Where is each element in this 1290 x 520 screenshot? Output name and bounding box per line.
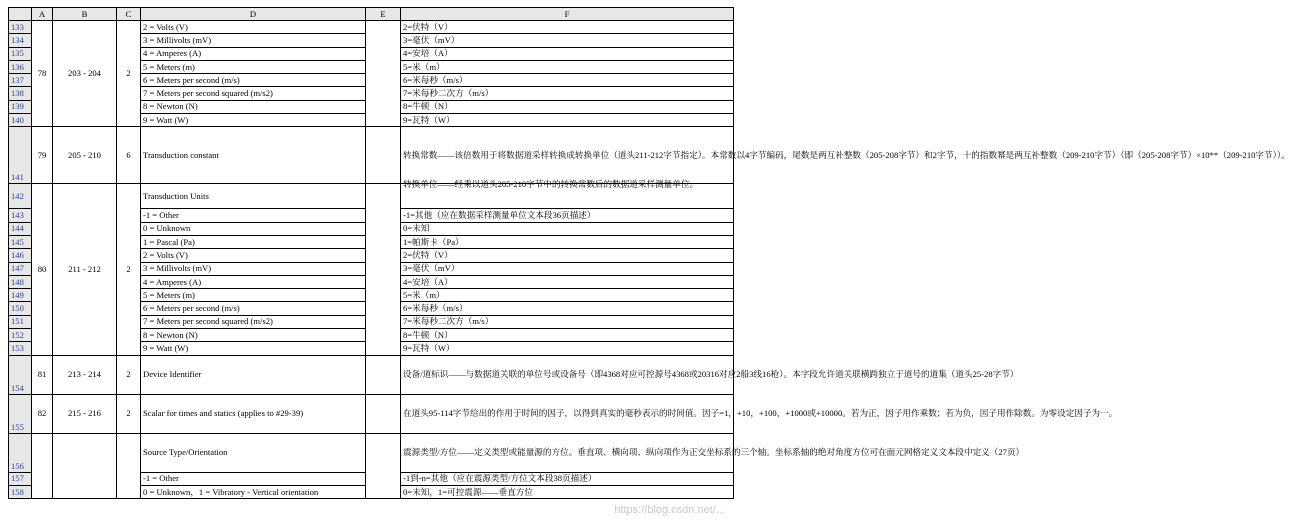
row-header[interactable]: 134: [9, 34, 32, 47]
row-header[interactable]: 158: [9, 485, 32, 498]
cell-e[interactable]: [366, 21, 401, 127]
cell-f[interactable]: 8=牛顿（N）: [401, 100, 734, 113]
row-header[interactable]: 139: [9, 100, 32, 113]
cell-f[interactable]: 9=瓦特（W）: [401, 342, 734, 355]
row-header[interactable]: 140: [9, 114, 32, 127]
cell-d[interactable]: 7 = Meters per second squared (m/s2): [141, 87, 366, 100]
row-header[interactable]: 148: [9, 275, 32, 288]
corner-cell[interactable]: [9, 8, 32, 21]
row-header[interactable]: 151: [9, 315, 32, 328]
spreadsheet-table: [8, 7, 1290, 499]
cell-d[interactable]: 8 = Newton (N): [141, 329, 366, 342]
cell-d[interactable]: 9 = Watt (W): [141, 342, 366, 355]
row-header[interactable]: 138: [9, 87, 32, 100]
column-header-e[interactable]: E: [366, 8, 401, 21]
cell-c[interactable]: 2: [117, 355, 141, 394]
cell-f[interactable]: 0=未知: [401, 222, 734, 235]
cell-e[interactable]: [366, 355, 401, 394]
watermark: https://blog.csdn.net/...: [614, 504, 725, 516]
sheet-row: [9, 433, 734, 472]
row-header[interactable]: 150: [9, 302, 32, 315]
cell-a[interactable]: 80: [32, 184, 53, 355]
row-header[interactable]: 135: [9, 47, 32, 60]
row-header[interactable]: 136: [9, 60, 32, 73]
cell-d[interactable]: 4 = Amperes (A): [141, 47, 366, 60]
sheet-row: [9, 21, 734, 34]
cell-f[interactable]: 4=安培（A）: [401, 47, 734, 60]
cell-f[interactable]: 震源类型/方位——定义类型或能量源的方位。垂直项、横向项、纵向项作为正交坐标系的三个轴。坐标系轴的绝对角度方位可在面元网格定义文本段中定义（27页）: [401, 433, 734, 472]
cell-f[interactable]: 2=伏特（V）: [401, 249, 734, 262]
cell-d[interactable]: 3 = Millivolts (mV): [141, 34, 366, 47]
cell-a[interactable]: 81: [32, 355, 53, 394]
cell-f[interactable]: 4=安培（A）: [401, 275, 734, 288]
cell-b[interactable]: 213 - 214: [53, 355, 117, 394]
sheet-row: [9, 184, 734, 209]
row-header[interactable]: 152: [9, 329, 32, 342]
column-header-b[interactable]: B: [53, 8, 117, 21]
row-header[interactable]: 156: [9, 433, 32, 472]
cell-f[interactable]: 0=未知，1=可控震源——垂直方位: [401, 485, 734, 498]
cell-b[interactable]: 205 - 210: [53, 127, 117, 184]
cell-c[interactable]: 2: [117, 394, 141, 433]
cell-f[interactable]: 5=米（m）: [401, 289, 734, 302]
cell-f[interactable]: -1到-n=其他（应在震源类型/方位文本段38页描述）: [401, 472, 734, 485]
cell-f[interactable]: 9=瓦特（W）: [401, 114, 734, 127]
row-header[interactable]: 146: [9, 249, 32, 262]
cell-c[interactable]: 6: [117, 127, 141, 184]
cell-f[interactable]: 3=毫伏（mV）: [401, 34, 734, 47]
column-header-a[interactable]: A: [32, 8, 53, 21]
cell-d[interactable]: Source Type/Orientation: [141, 433, 366, 472]
cell-a[interactable]: [32, 433, 53, 499]
cell-d[interactable]: 8 = Newton (N): [141, 100, 366, 113]
cell-d[interactable]: 0 = Unknown: [141, 222, 366, 235]
cell-f[interactable]: 在道头95-114字节给出的作用于时间的因子，以得到真实的毫秒表示的时间值。因子=1，+10，+100，+1000或+10000。若为正，因子用作乘数；若为负，因子用作除数。为零设定因子为一。: [401, 394, 734, 433]
cell-d[interactable]: 6 = Meters per second (m/s): [141, 74, 366, 87]
row-header[interactable]: 137: [9, 74, 32, 87]
row-header[interactable]: 143: [9, 209, 32, 222]
cell-b[interactable]: 211 - 212: [53, 184, 117, 355]
cell-d[interactable]: 0 = Unknown，1 = Vibratory - Vertical orientation: [141, 485, 366, 498]
cell-d[interactable]: 5 = Meters (m): [141, 289, 366, 302]
cell-e[interactable]: [366, 184, 401, 355]
cell-a[interactable]: 78: [32, 21, 53, 127]
column-header-f[interactable]: F: [401, 8, 734, 21]
row-header[interactable]: 149: [9, 289, 32, 302]
cell-d[interactable]: Scalar for times and statics (applies to #29-39): [141, 394, 366, 433]
sheet-row: [9, 355, 734, 394]
row-header[interactable]: 154: [9, 355, 32, 394]
row-header[interactable]: 145: [9, 235, 32, 248]
cell-f-text: 转换单位——经乘以道头205-210字节中的转换常数后的数据道采样测量单位。: [403, 179, 699, 190]
cell-d[interactable]: Transduction constant: [141, 127, 366, 184]
cell-c[interactable]: 2: [117, 21, 141, 127]
cell-f[interactable]: -1=其他（应在数据采样测量单位文本段36页描述）: [401, 209, 734, 222]
cell-d[interactable]: 9 = Watt (W): [141, 114, 366, 127]
cell-d[interactable]: 4 = Amperes (A): [141, 275, 366, 288]
cell-d[interactable]: 2 = Volts (V): [141, 249, 366, 262]
cell-f[interactable]: 8=牛顿（N）: [401, 329, 734, 342]
cell-d[interactable]: 1 = Pascal (Pa): [141, 235, 366, 248]
cell-d[interactable]: 7 = Meters per second squared (m/s2): [141, 315, 366, 328]
cell-f[interactable]: [401, 179, 734, 209]
cell-f[interactable]: 2=伏特（V）: [401, 21, 734, 34]
row-header[interactable]: 144: [9, 222, 32, 235]
cell-f[interactable]: 7=米每秒二次方（m/s）: [401, 315, 734, 328]
cell-b[interactable]: 215 - 216: [53, 394, 117, 433]
cell-f[interactable]: 1=帕斯卡（Pa）: [401, 235, 734, 248]
cell-a[interactable]: 82: [32, 394, 53, 433]
row-header[interactable]: 147: [9, 262, 32, 275]
cell-d[interactable]: -1 = Other: [141, 472, 366, 485]
row-header[interactable]: 157: [9, 472, 32, 485]
cell-e[interactable]: [366, 433, 401, 499]
column-header-d[interactable]: D: [141, 8, 366, 21]
cell-e[interactable]: [366, 394, 401, 433]
cell-f[interactable]: 3=毫伏（mV）: [401, 262, 734, 275]
cell-f[interactable]: 转换常数——该倍数用于将数据道采样转换成转换单位（道头211-212字节指定）。本常数以4字节编码，尾数是两互补整数（205-208字节）和2字节，十的指数幂是两互补整数（209-210字节）（即（205-208字节）×10**（209-210字节））。: [401, 127, 734, 184]
cell-d[interactable]: Transduction Units: [141, 184, 366, 209]
row-header[interactable]: 155: [9, 394, 32, 433]
cell-a[interactable]: 79: [32, 127, 53, 184]
row-header[interactable]: 153: [9, 342, 32, 355]
cell-d[interactable]: 3 = Millivolts (mV): [141, 262, 366, 275]
cell-c[interactable]: 2: [117, 184, 141, 355]
cell-e[interactable]: [366, 127, 401, 184]
cell-f[interactable]: 设备/道标识——与数据道关联的单位号或设备号（即4368对应可控源号4368或20316对应2船3线16枪）。本字段允许道关联横跨独立于道号的道集（道头25-28字节）: [401, 355, 734, 394]
row-header[interactable]: 141: [9, 127, 32, 184]
cell-d[interactable]: Device Identifier: [141, 355, 366, 394]
cell-f[interactable]: 5=米（m）: [401, 60, 734, 73]
row-header[interactable]: 142: [9, 184, 32, 209]
sheet-row: [9, 394, 734, 433]
cell-d[interactable]: 6 = Meters per second (m/s): [141, 302, 366, 315]
cell-b[interactable]: 203 - 204: [53, 21, 117, 127]
cell-f[interactable]: 6=米每秒（m/s）: [401, 302, 734, 315]
row-header[interactable]: 133: [9, 21, 32, 34]
cell-b[interactable]: [53, 433, 117, 499]
cell-c[interactable]: [117, 433, 141, 499]
column-header-row: [9, 8, 734, 21]
cell-d[interactable]: 2 = Volts (V): [141, 21, 366, 34]
sheet-row: [9, 127, 734, 184]
cell-d[interactable]: 5 = Meters (m): [141, 60, 366, 73]
cell-f[interactable]: 6=米每秒（m/s）: [401, 74, 734, 87]
cell-d[interactable]: -1 = Other: [141, 209, 366, 222]
column-header-c[interactable]: C: [117, 8, 141, 21]
cell-f[interactable]: 7=米每秒二次方（m/s）: [401, 87, 734, 100]
